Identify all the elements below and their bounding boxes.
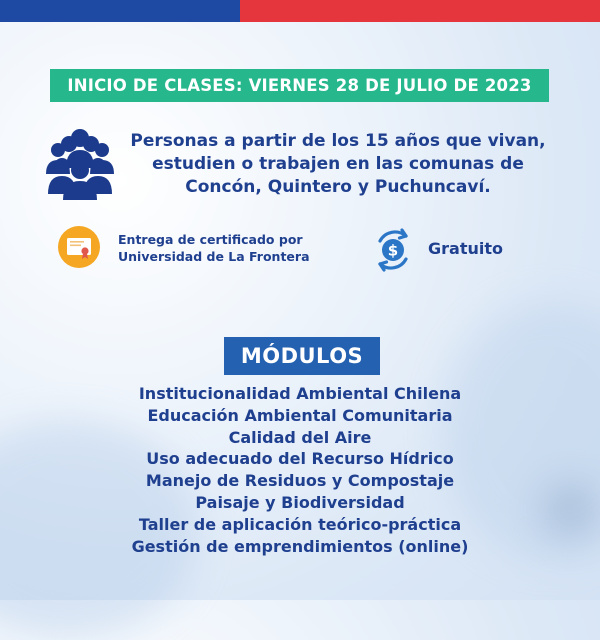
module-item: Paisaje y Biodiversidad — [195, 492, 405, 512]
module-item: Educación Ambiental Comunitaria — [147, 405, 453, 425]
module-item: Uso adecuado del Recurso Hídrico — [146, 449, 454, 469]
free-label: Gratuito — [428, 239, 503, 258]
audience-line: Concón, Quintero y Puchuncaví. — [185, 177, 491, 197]
module-item: Calidad del Aire — [228, 427, 372, 447]
top-stripe-red — [240, 0, 600, 22]
people-group-icon — [40, 128, 120, 200]
module-item: Institucionalidad Ambiental Chilena — [138, 384, 462, 403]
certificate-line: Universidad de La Frontera — [118, 249, 310, 264]
certificate-text — [118, 231, 310, 265]
dollar-cycle-icon — [372, 227, 414, 273]
module-item: Manejo de Residuos y Compostaje — [145, 471, 455, 491]
top-color-stripe — [0, 0, 600, 22]
top-stripe-blue — [0, 0, 240, 22]
audience-line: estudien o trabajen en las comunas de — [152, 154, 524, 174]
modules-list — [0, 383, 600, 557]
target-audience-text — [128, 130, 548, 199]
certificate-icon — [58, 226, 100, 268]
module-item: Taller de aplicación teórico-práctica — [138, 514, 462, 534]
start-date-banner: INICIO DE CLASES: VIERNES 28 DE JULIO DE 2023 — [50, 69, 549, 102]
certificate-line: Entrega de certificado por — [118, 232, 303, 247]
modules-heading: MÓDULOS — [224, 337, 380, 375]
svg-text:$: $ — [387, 241, 399, 260]
audience-line: Personas a partir de los 15 años que vivan, — [130, 131, 546, 151]
module-item: Gestión de emprendimientos (online) — [131, 536, 469, 556]
